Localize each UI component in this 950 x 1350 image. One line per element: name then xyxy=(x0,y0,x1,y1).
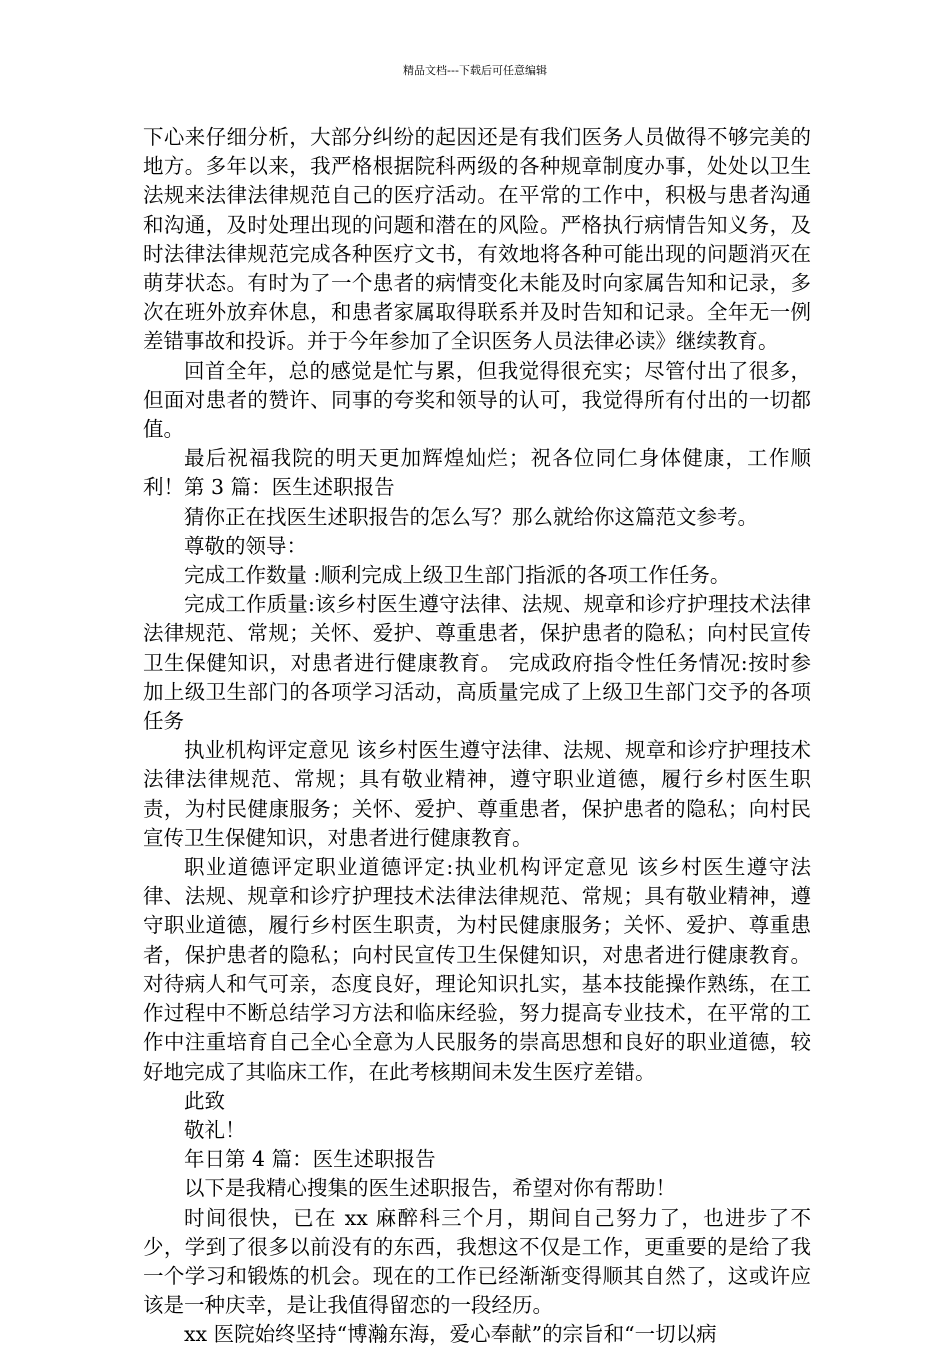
paragraph: 猜你正在找医生述职报告的怎么写？那么就给你这篇范文参考。 xyxy=(184,504,758,529)
paragraph: 最后祝福我院的明天更加辉煌灿烂；祝各位同仁身体健康，工作顺利！第 3 篇：医生述职报告 xyxy=(143,446,811,500)
paragraph: 执业机构评定意见 该乡村医生遵守法律、法规、规章和诊疗护理技术法律法律规范、常规；具有敬业精神，遵守职业道德，履行乡村医生职责，为村民健康服务；关怀、爱护、尊重患者，保护患者的隐私；向村民宣传卫生保健知识，对患者进行健康教育。 xyxy=(143,738,811,850)
closing-line: 敬礼！ xyxy=(184,1117,246,1142)
paragraph: 尊敬的领导： xyxy=(184,533,307,558)
paragraph: 下心来仔细分析，大部分纠纷的起因还是有我们医务人员做得不够完美的地方。多年以来，我严格根据院科两级的各种规章制度办事，处处以卫生法规来法律法律规范自己的医疗活动。在平常的工作中，积极与患者沟通和沟通，及时处理出现的问题和潜在的风险。严格执行病情告知义务，及时法律法律规范完成各种医疗文书，有效地将各种可能出现的问题消灭在萌芽状态。有时为了一个患者的病情变化未能及时向家属告知和记录，多次在班外放弃休息，和患者家属取得联系并及时告知和记录。全年无一例差错事故和投诉。并于今年参加了全识医务人员法律必读》继续教育。 xyxy=(143,125,811,354)
page-header: 精品文档---下载后可任意编辑 xyxy=(403,64,547,77)
paragraph: xx 医院始终坚持“博瀚东海，爱心奉献”的宗旨和“一切以病 xyxy=(184,1322,717,1347)
section-heading: 年日第 4 篇：医生述职报告 xyxy=(184,1147,436,1172)
document-body xyxy=(143,123,811,1350)
paragraph: 完成工作质量:该乡村医生遵守法律、法规、规章和诊疗护理技术法律法律规范、常规；关怀、爱护、尊重患者，保护患者的隐私；向村民宣传卫生保健知识，对患者进行健康教育。 完成政府指令性任务情况:按时参加上级卫生部门的各项学习活动，高质量完成了上级卫生部门交予的各项任务 xyxy=(143,592,811,734)
paragraph: 回首全年，总的感觉是忙与累，但我觉得很充实；尽管付出了很多，但面对患者的赞许、同事的夸奖和领导的认可，我觉得所有付出的一切都值。 xyxy=(143,358,811,442)
paragraph: 完成工作数量 :顺利完成上级卫生部门指派的各项工作任务。 xyxy=(184,563,731,588)
closing-line: 此致 xyxy=(184,1088,225,1113)
paragraph: 职业道德评定职业道德评定:执业机构评定意见 该乡村医生遵守法律、法规、规章和诊疗护理技术法律法律规范、常规；具有敬业精神，遵守职业道德，履行乡村医生职责，为村民健康服务；关怀、爱护、尊重患者，保护患者的隐私；向村民宣传卫生保健知识，对患者进行健康教育。对待病人和气可亲，态度良好，理论知识扎实，基本技能操作熟练，在工作过程中不断总结学习方法和临床经验，努力提高专业技术，在平常的工作中注重培育自己全心全意为人民服务的崇高思想和良好的职业道德，较好地完成了其临床工作，在此考核期间未发生医疗差错。 xyxy=(143,855,811,1084)
paragraph: 以下是我精心搜集的医生述职报告，希望对你有帮助！ xyxy=(184,1176,676,1201)
paragraph: 时间很快，已在 xx 麻醉科三个月，期间自己努力了，也进步了不少，学到了很多以前没有的东西，我想这不仅是工作，更重要的是给了我一个学习和锻炼的机会。现在的工作已经渐渐变得顺其自然了，这或许应该是一种庆幸，是让我值得留恋的一段经历。 xyxy=(143,1205,811,1318)
